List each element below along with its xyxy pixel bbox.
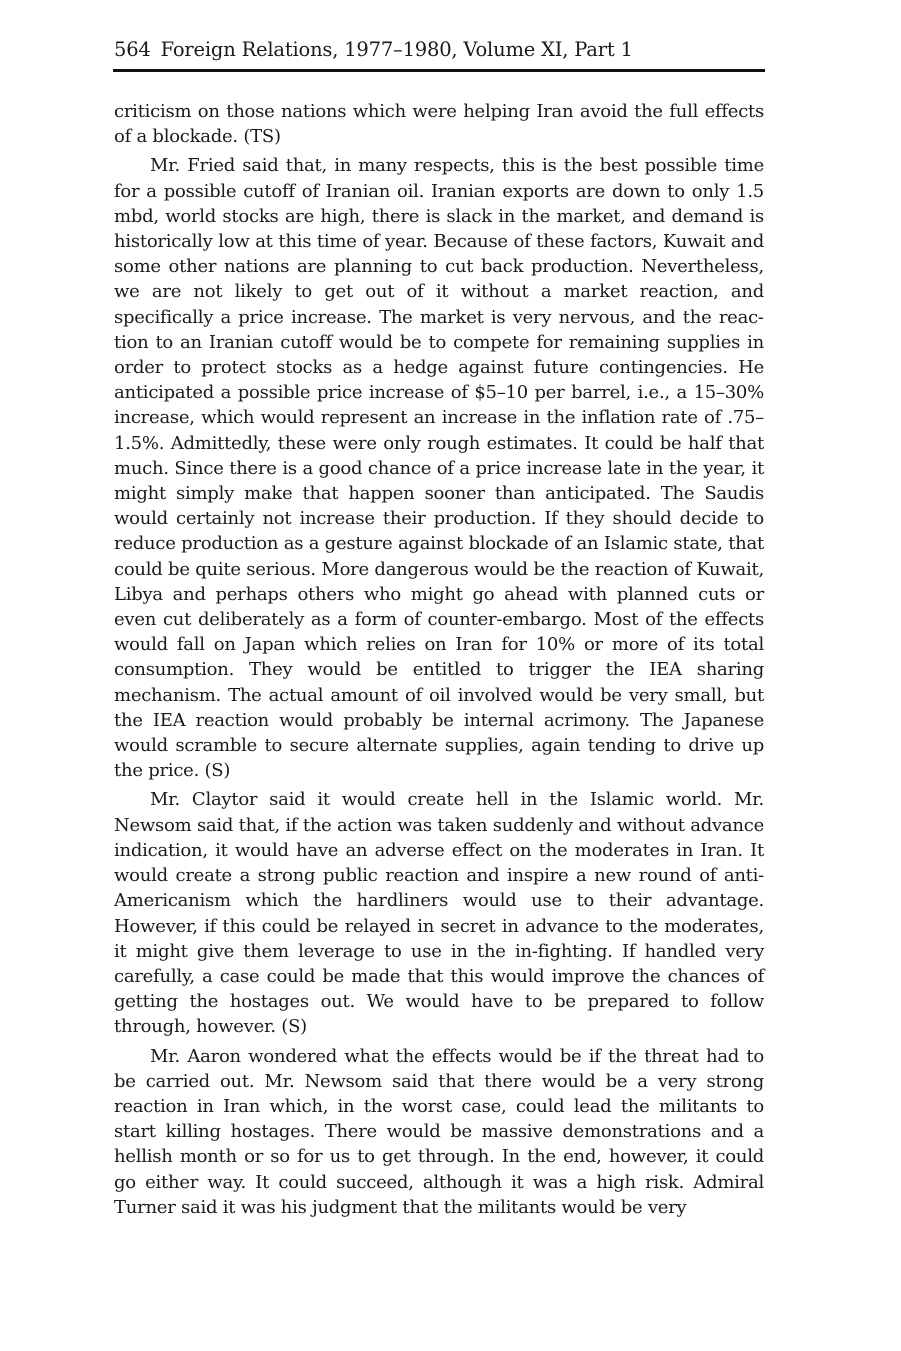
header-rule: [113, 69, 765, 72]
running-title: Foreign Relations, 1977–1980, Volume XI, Part 1: [160, 38, 633, 61]
paragraph-fried: Mr. Fried said that, in many respects, this is the best possible time for a possible cutoff of Iranian oil. Iranian exports are down to only 1.5 mbd, world stocks are high, there is slack in the market, and demand is historically low at this time of year. Because of these factors, Kuwait and some other nations are planning to cut back production. Nevertheless, we are not likely to get out of it without a market reaction, and specifically a price increase. The market is very nervous, and the reaction to an Iranian cutoff would be to compete for remaining supplies in order to protect stocks as a hedge against future contingencies. He anticipated a possible price increase of $5–10 per barrel, i.e., a 15–30% increase, which would represent an increase in the inflation rate of .75–1.5%. Admittedly, these were only rough estimates. It could be half that much. Since there is a good chance of a price increase late in the year, it might simply make that happen sooner than anticipated. The Saudis would certainly not increase their production. If they should decide to reduce production as a gesture against blockade of an Islamic state, that could be quite serious. More dangerous would be the reaction of Kuwait, Libya and perhaps others who might go ahead with planned cuts or even cut deliberately as a form of counter-embargo. Most of the effects would fall on Japan which relies on Iran for 10% or more of its total consumption. They would be entitled to trigger the IEA sharing mechanism. The actual amount of oil involved would be very small, but the IEA reaction would probably be internal acrimony. The Japanese would scramble to secure alternate supplies, again tending to drive up the price. (S): [114, 155, 764, 782]
running-header: [114, 38, 764, 62]
paragraph-claytor-newsom: Mr. Claytor said it would create hell in the Islamic world. Mr. Newsom said that, if the action was taken suddenly and without advance indication, it would have an adverse effect on the moderates in Iran. It would create a strong public reaction and inspire a new round of anti-Americanism which the hardliners would use to their advantage. However, if this could be relayed in secret in advance to the moderates, it might give them leverage to use in the in-fighting. If handled very carefully, a case could be made that this would improve the chances of getting the hostages out. We would have to be prepared to follow through, however. (S): [114, 789, 764, 1038]
document-body: [114, 99, 764, 1224]
paragraph-aaron-newsom-turner: Mr. Aaron wondered what the effects would be if the threat had to be carried out. Mr. Newsom said that there would be a very strong reaction in Iran which, in the worst case, could lead the militants to start killing hostages. There would be massive demonstrations and a hellish month or so for us to get through. In the end, however, it could go either way. It could succeed, although it was a high risk. Admiral Turner said it was his judgment that the militants would be very: [114, 1045, 764, 1218]
page-number: 564: [114, 38, 151, 61]
paragraph-continued: criticism on those nations which were helping Iran avoid the full effects of a blockade. (TS): [114, 101, 764, 148]
